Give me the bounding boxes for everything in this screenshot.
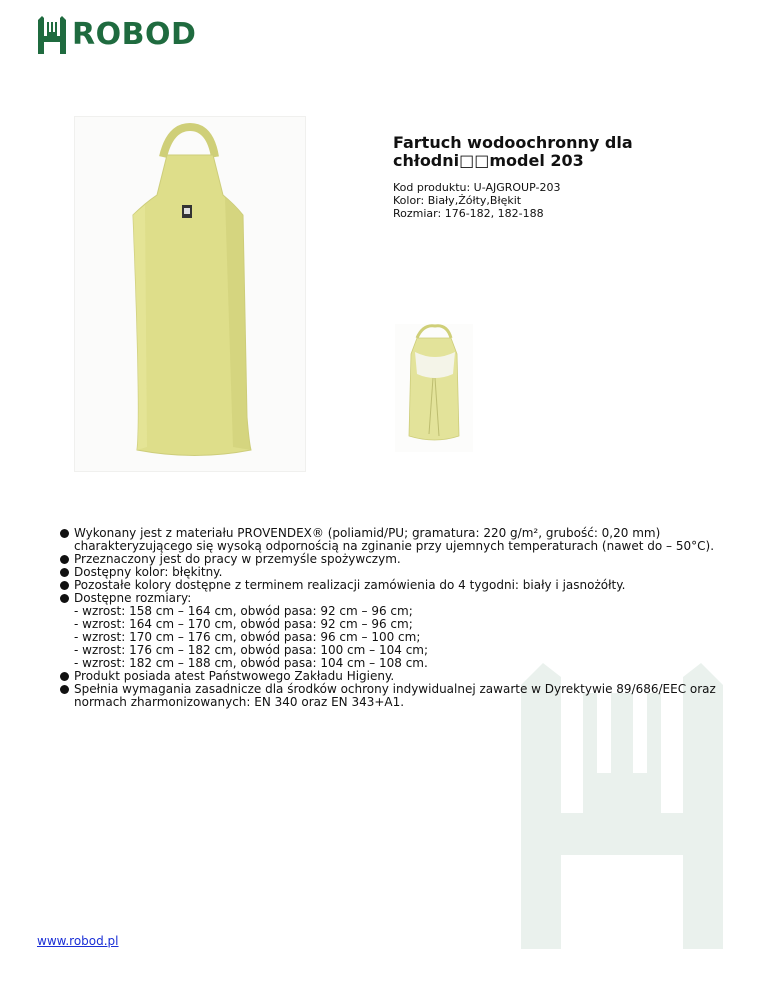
website-link[interactable]: www.robod.pl <box>37 934 119 948</box>
description-text: Spełnia wymagania zasadnicze dla środków ochrony indywidualnej zawarte w Dyrektywie 89/686/EEC oraz normach zharmonizowanych: EN 340 oraz EN 343+A1. <box>74 682 716 709</box>
product-sizes: Rozmiar: 176-182, 182-188 <box>393 207 544 220</box>
bullet-icon <box>60 555 69 564</box>
bullet-icon <box>60 685 69 694</box>
description-text: Dostępne rozmiary: <box>74 591 192 605</box>
product-title: Fartuch wodoochronny dla chłodni□□model 203 <box>393 133 633 170</box>
description-item <box>60 527 730 553</box>
robod-logo-icon <box>38 16 66 54</box>
brand-name: ROBOD <box>72 17 197 52</box>
apron-front-photo <box>74 116 306 472</box>
description-list <box>60 527 730 709</box>
size-line: - wzrost: 170 cm – 176 cm, obwód pasa: 96 cm – 100 cm; <box>74 630 421 644</box>
apron-front-illustration <box>75 117 305 471</box>
bullet-icon <box>60 594 69 603</box>
description-text: Przeznaczony jest do pracy w przemyśle spożywczym. <box>74 552 401 566</box>
size-line: - wzrost: 176 cm – 182 cm, obwód pasa: 100 cm – 104 cm; <box>74 643 429 657</box>
description-text: Pozostałe kolory dostępne z terminem realizacji zamówienia do 4 tygodni: biały i jasnożółty. <box>74 578 626 592</box>
apron-back-photo <box>395 324 473 452</box>
bullet-icon <box>60 568 69 577</box>
bullet-icon <box>60 672 69 681</box>
description-text: Wykonany jest z materiału PROVENDEX® (poliamid/PU; gramatura: 220 g/m², grubość: 0,20 mm) charakteryzującego się wysoką odpornością na zginanie przy ujemnych temperaturach (nawet do – 50°C). <box>74 526 715 553</box>
description-item <box>60 592 730 670</box>
size-line: - wzrost: 158 cm – 164 cm, obwód pasa: 92 cm – 96 cm; <box>74 604 413 618</box>
bullet-icon <box>60 529 69 538</box>
robod-logo <box>38 16 196 54</box>
bullet-icon <box>60 581 69 590</box>
description-text: Dostępny kolor: błękitny. <box>74 565 223 579</box>
apron-back-illustration <box>395 324 473 452</box>
size-line: - wzrost: 164 cm – 170 cm, obwód pasa: 92 cm – 96 cm; <box>74 617 413 631</box>
size-line: - wzrost: 182 cm – 188 cm, obwód pasa: 104 cm – 108 cm. <box>74 656 428 670</box>
product-meta <box>393 181 560 220</box>
description-item <box>60 683 730 709</box>
description-text: Produkt posiada atest Państwowego Zakładu Higieny. <box>74 669 395 683</box>
product-code: Kod produktu: U-AJGROUP-203 <box>393 181 561 194</box>
product-colors: Kolor: Biały,Żółty,Błękit <box>393 194 522 207</box>
product-description <box>60 527 730 709</box>
